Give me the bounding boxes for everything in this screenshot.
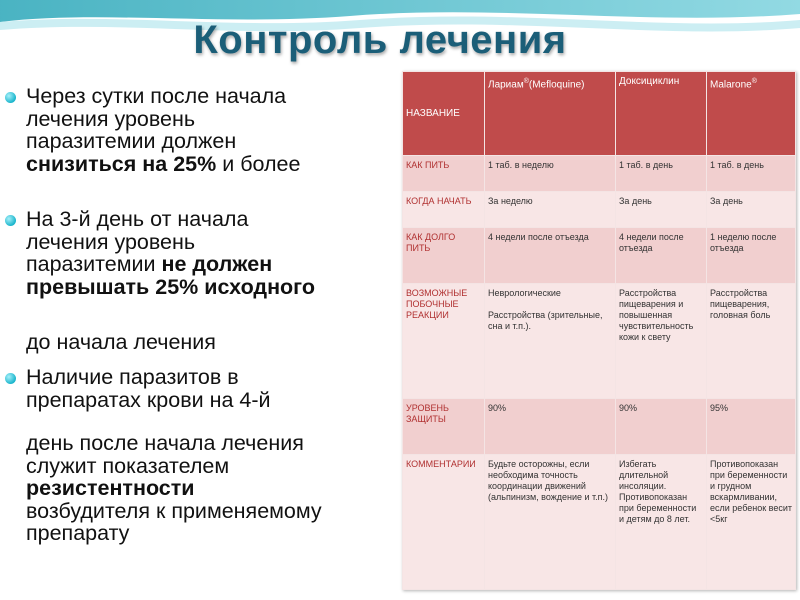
table-row <box>403 283 796 398</box>
bullet-text <box>26 85 300 175</box>
header-label: Malarone <box>710 79 752 91</box>
emphasis-text: превышать 25% исходного <box>26 274 315 299</box>
row-label: КАК ПИТЬ <box>403 156 485 192</box>
registered-mark: ® <box>751 78 757 85</box>
table-row <box>403 399 796 455</box>
row-label: УРОВЕНЬ ЗАЩИТЫ <box>403 399 485 455</box>
bullet-icon <box>5 92 16 103</box>
antimalarial-comparison-table <box>402 71 796 590</box>
text-segment: до начала лечения <box>26 330 216 354</box>
text-segment: лечения уровень <box>26 106 196 131</box>
row-label: КОГДА НАЧАТЬ <box>403 192 485 228</box>
text-segment: и более <box>216 151 301 176</box>
header-label: Доксициклин <box>619 76 680 87</box>
header-label: НАЗВАНИЕ <box>406 108 460 119</box>
table-cell: 1 таб. в день <box>616 156 707 192</box>
header-suffix: (Mefloquine) <box>528 79 585 91</box>
table-row <box>403 192 796 228</box>
table-cell: 90% <box>616 399 707 455</box>
text-segment: Через сутки после начала <box>26 84 287 108</box>
text-segment: На 3-й день от начала <box>26 207 249 231</box>
table-cell: За день <box>616 192 707 228</box>
table-cell: Противопоказан при беременности и грудном вскармливании, если ребенок весит <5кг <box>707 454 796 589</box>
bullet-icon <box>5 373 16 384</box>
table-cell: 4 недели после отъезда <box>485 228 616 284</box>
table-cell: 1 таб. в день <box>707 156 796 192</box>
row-label: КАК ДОЛГО ПИТЬ <box>403 228 485 284</box>
text-segment: служит показателем <box>26 453 230 478</box>
emphasis-text: снизиться на 25% <box>26 151 217 176</box>
table-header-row <box>403 72 796 156</box>
table-cell: Будьте осторожны, если необходима точность координации движений (альпинизм, вождение и т.п.) <box>485 454 616 589</box>
table-cell: Избегать длительной инсоляции. Противопоказан при беременности и детям до 8 лет. <box>616 454 707 589</box>
row-label: КОММЕНТАРИИ <box>403 454 485 589</box>
table-cell: За день <box>707 192 796 228</box>
bullet-text <box>26 331 216 354</box>
bullet-text <box>26 208 315 298</box>
header-label: Лариам <box>488 79 524 91</box>
table-cell: Расстройства пищеварения и повышенная чувствительность кожи к свету <box>616 283 707 398</box>
text-segment: препаратах крови на 4-й <box>26 387 271 412</box>
table-cell: 4 недели после отъезда <box>616 228 707 284</box>
text-segment: паразитемии <box>26 252 162 276</box>
table-cell: Неврологические Расстройства (зрительные, сна и т.п.). <box>485 283 616 398</box>
table-row <box>403 156 796 192</box>
registered-mark: ® <box>523 78 529 85</box>
table-cell: 1 неделю после отъезда <box>707 228 796 284</box>
table-cell: 1 таб. в неделю <box>485 156 616 192</box>
text-segment: препарату <box>26 521 130 545</box>
bullet-text <box>26 366 271 411</box>
table-cell: Расстройства пищеварения, головная боль <box>707 283 796 398</box>
table-header-cell <box>707 72 796 156</box>
table-cell: За неделю <box>485 192 616 228</box>
slide-title: Контроль лечения <box>193 18 567 62</box>
table-row <box>403 454 796 589</box>
row-label: ВОЗМОЖНЫЕ ПОБОЧНЫЕ РЕАКЦИИ <box>403 283 485 398</box>
table-header-cell <box>403 72 485 156</box>
bullet-text <box>26 432 322 545</box>
text-segment: возбудителя к применяемому <box>26 498 322 523</box>
text-segment: паразитемии должен <box>26 129 237 153</box>
table-cell: 90% <box>485 399 616 455</box>
bullet-icon <box>5 215 16 226</box>
table-header-cell <box>616 72 707 156</box>
emphasis-text: резистентности <box>26 476 195 500</box>
text-segment: лечения уровень <box>26 229 196 254</box>
text-segment: Наличие паразитов в <box>26 365 239 389</box>
emphasis-text: не должен <box>161 252 273 276</box>
text-segment: день после начала лечения <box>26 431 304 455</box>
table-row <box>403 228 796 284</box>
table-header-cell <box>485 72 616 156</box>
table-cell: 95% <box>707 399 796 455</box>
